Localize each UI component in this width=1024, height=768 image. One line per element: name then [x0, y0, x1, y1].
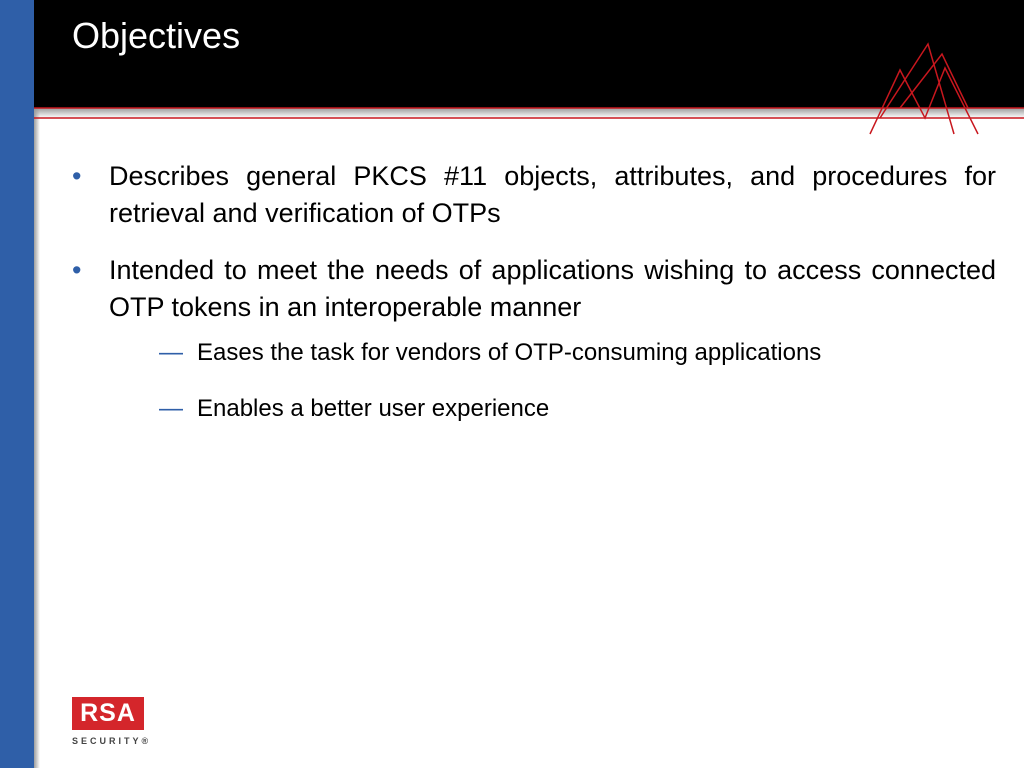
- rsa-security-logo: [72, 697, 151, 746]
- slide-content: [72, 158, 996, 448]
- sub-bullet-item-2: [159, 392, 996, 426]
- bullet-item-1: [72, 158, 996, 232]
- sub-bullet-item-1: [159, 336, 996, 370]
- bullet-text-1: Describes general PKCS #11 objects, attributes, and procedures for retrieval and verification of OTPs: [109, 161, 996, 228]
- logo-brand-box: RSA: [72, 697, 144, 730]
- logo-tagline: SECURITY®: [72, 736, 152, 746]
- bullet-item-2: [72, 252, 996, 426]
- slide-title: Objectives: [72, 15, 241, 56]
- sub-bullet-list: [159, 336, 996, 426]
- dash-icon: —: [159, 339, 183, 366]
- bullet-dot-icon: •: [72, 255, 82, 285]
- bullet-text-2: Intended to meet the needs of applications wishing to access connected OTP tokens in an interoperable manner: [109, 255, 996, 322]
- dash-icon: —: [159, 395, 183, 422]
- bullet-dot-icon: •: [72, 161, 82, 191]
- sub-bullet-text-2: Enables a better user experience: [197, 395, 550, 422]
- sub-bullet-text-1: Eases the task for vendors of OTP-consuming applications: [197, 339, 822, 366]
